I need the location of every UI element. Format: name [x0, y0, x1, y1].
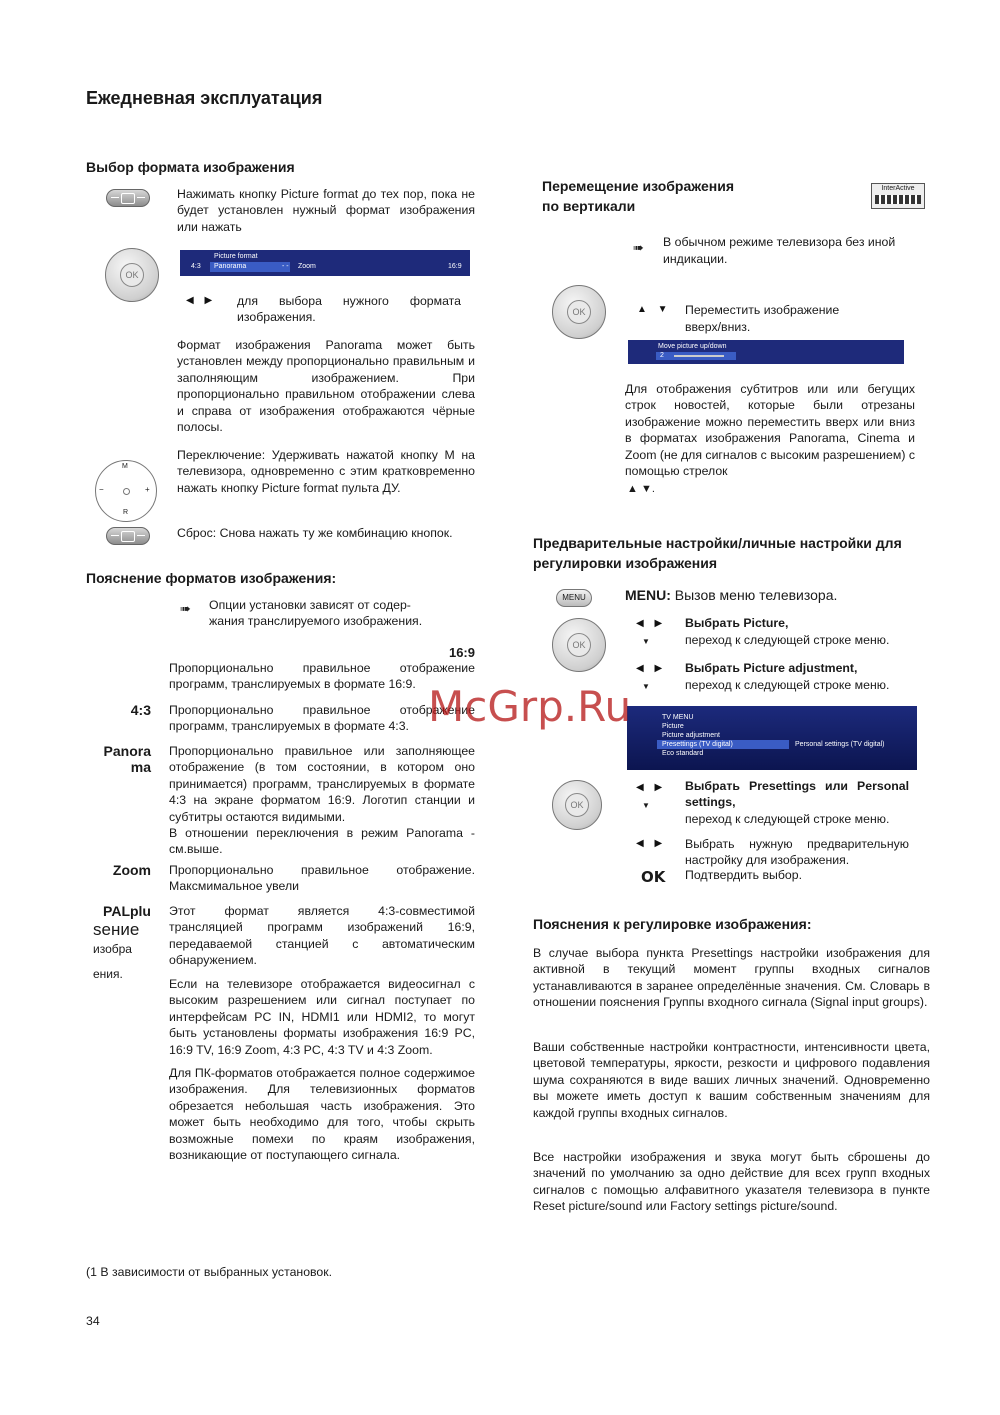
step2-text: Выбрать Picture adjustment, переход к следующей строке меню. — [685, 661, 890, 692]
step1-text: Выбрать Picture, переход к следующей строке меню. — [685, 616, 890, 647]
menu-instruction: MENU: Вызов меню телевизора. — [625, 587, 838, 603]
page-number: 34 — [86, 1314, 100, 1328]
reset-settings-text: Все настройки изображения и звука могут быть сброшены до значений по умолчанию за одно действие для всех групп входных сигналов с помощью алфавитного указателя телевизора в пункте Reset picture/sound или Factory settings picture/sound. — [533, 1150, 930, 1214]
format-desc-4-3: Пропорционально правильное отображение программ, транслируемых в формате 4:3. — [169, 703, 475, 734]
dpad-icon: OK — [105, 248, 159, 302]
format-desc-panorama: Пропорционально правильное или заполняющее отображение (в том состоянии, в котором оно принимается) программ, транслируемых в формате 4:3 на экране форматом 16:9. Логотип станции и субтитры остаются видимыми. В отношении переключения в режим Panorama - см.выше. — [169, 744, 475, 857]
format-label-panorama: Panora ma — [103, 743, 151, 775]
section-title-formats: Пояснение форматов изображения: — [86, 570, 337, 586]
interactive-badge: InterActive — [871, 183, 925, 209]
format-desc-palplus: Этот формат является 4:3-совместимой трансляцией программ изображений 16:9, передаваемой станцией с автоматическим обнаружением. — [169, 904, 475, 968]
move-text: Переместить изображение вверх/вниз. — [685, 303, 840, 334]
step3-text: Выбрать Presettings или Personal settings, переход к следующей строке меню. — [685, 779, 909, 826]
hd-signal-text: Если на телевизоре отображается видеосигнал с высоким разрешением или сигнал поступает по интерфейсам PC IN, HDMI1 или HDMI2, то могут быть установлены форматы изображения 16:9 PC, 16:9 TV, 16:9 Zoom, 4:3 PC, 4:3 TV и 4:3 Zoom. — [169, 977, 475, 1057]
lr-arrows-step4: ◀ ▶ — [636, 838, 667, 849]
osd-tv-menu: TV MENU Picture Picture adjustment Presettings (TV digital) Personal settings (TV digital) Eco standard — [627, 706, 917, 770]
presettings-text: В случае выбора пункта Presettings настройки изображения для активной в текущий момент группы входных сигналов устанавливаются в заранее определённые значения. См. Словарь в отношении пояснения Группы входного сигнала (Signal input groups). — [533, 946, 930, 1010]
dpad-icon-2: OK — [552, 285, 606, 339]
down-arrow-step3: ▼ — [642, 801, 650, 810]
section-title-presettings: Предварительные настройки/личные настройки для регулировки изображения — [533, 535, 902, 571]
lr-arrows-step3: ◀ ▶ — [636, 782, 667, 793]
section-title-move-picture: Перемещение изображения по вертикали — [542, 178, 734, 214]
left-right-arrows-icon: ◀ ▶ — [186, 295, 217, 306]
note-arrow-icon-2: ➠ — [633, 240, 644, 255]
subtitles-arrows: ▲ ▼. — [627, 483, 655, 495]
footnote: (1 В зависимости от выбранных установок. — [86, 1265, 333, 1279]
pc-formats-text: Для ПК-форматов отображается полное содержимое изображения. Для телевизионных форматов обрезается небольшая часть изображения. Это может быть необходимо для того, чтобы скрыть возможные помехи по краям изображения, возникающие от поступающего сигнала. — [169, 1066, 475, 1163]
options-note: Опции установки зависят от содер-жания транслируемого изображения. — [209, 598, 423, 628]
picture-format-button-icon — [106, 189, 150, 207]
normal-mode-note: В обычном режиме телевизора без иной индикации. — [663, 235, 896, 266]
picture-format-button-icon-2 — [106, 527, 150, 545]
down-arrow-step2: ▼ — [642, 682, 650, 691]
lr-arrows-step1: ◀ ▶ — [636, 618, 667, 629]
section-title-adjustment: Пояснения к регулировке изображения: — [533, 916, 812, 932]
palplus-label-extra2: изобра — [93, 942, 132, 956]
osd-picture-format: Picture format 4:3 Panorama - - Zoom 16:9 — [180, 250, 470, 276]
ok-label: OK — [641, 868, 666, 886]
down-arrow-step1: ▼ — [642, 637, 650, 646]
note-arrow-icon: ➠ — [180, 601, 191, 616]
step5-text: Подтвердить выбор. — [685, 868, 803, 882]
format-desc-16-9: Пропорционально правильное отображение программ, транслируемых в формате 16:9. — [169, 661, 475, 692]
lr-arrows-step2: ◀ ▶ — [636, 663, 667, 674]
personal-values-text: Ваши собственные настройки контрастности, интенсивности цвета, цветовой температуры, яркости, резкости и цифрового подавления шума сохраняются в виде ваших личных значений. Одновременно вы можете иметь доступ к вашим собственным значениям для каждой группы входных сигналов. — [533, 1040, 930, 1120]
reset-text: Сброс: Снова нажать ту же комбинацию кнопок. — [177, 526, 453, 540]
up-down-arrows-icon: ▲ ▼ — [637, 304, 672, 315]
format-label-palplus: PALplu — [103, 903, 151, 919]
dpad-icon-4: OK — [552, 780, 602, 830]
switch-text: Переключение: Удерживать нажатой кнопку M на телевизора, одновременно с этим кратковременно нажать кнопку Picture format пульта ДУ. — [177, 448, 475, 495]
subtitles-text: Для отображения субтитров или или бегущих строк новостей, которые были отрезаны изображение можно переместить вверх или вниз в форматах изображения Panorama, Cinema и Zoom (не для сигналов с высоким разрешением) с помощью стрелок — [625, 382, 916, 479]
osd-move-picture: Move picture up/down 2 — [628, 340, 904, 364]
menu-button-icon: MENU — [556, 589, 592, 607]
section-title-picture-format: Выбор формата изображения — [86, 159, 295, 175]
format-label-16-9: 16:9 — [448, 645, 475, 660]
format-label-4-3: 4:3 — [130, 702, 151, 718]
format-label-zoom: Zoom — [112, 862, 151, 878]
format-desc-zoom: Пропорционально правильное отображение. Максмимальное увели — [169, 863, 475, 894]
watermark: McGrp.Ru — [428, 682, 632, 731]
palplus-label-extra: sение — [93, 920, 140, 939]
step4-text: Выбрать нужную предварительную настройку для изображения. — [685, 837, 909, 867]
dpad-icon-3: OK — [552, 618, 606, 672]
panorama-text: Формат изображения Panorama может быть установлен между пропорционально правильным и заполняющим изображением. При пропорционально правильном отображении слева и справа от изображения отображаются чёрные полосы. — [177, 338, 475, 435]
page-title: Ежедневная эксплуатация — [86, 88, 323, 108]
palplus-label-extra3: ения. — [93, 967, 123, 981]
picture-format-text: Нажимать кнопку Picture format до тех пор, пока не будет установлен нужный формат изображения или нажать — [177, 187, 475, 234]
tv-control-icon: M R − + — [95, 460, 157, 522]
select-format-text: для выбора нужного формата изображения. — [237, 294, 461, 325]
